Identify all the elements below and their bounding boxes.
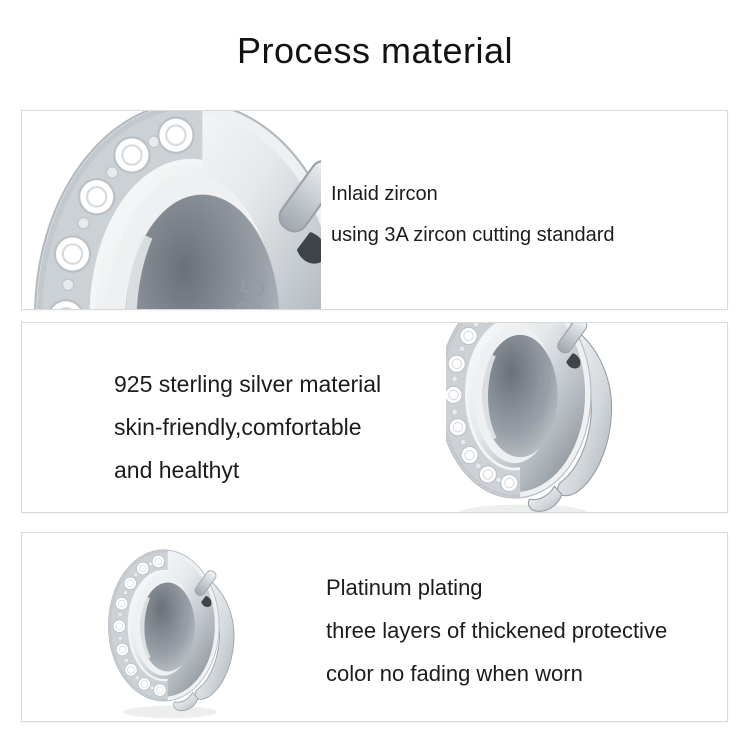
text-line: color no fading when worn (326, 661, 583, 686)
text-line: 925 sterling silver material (114, 371, 382, 397)
text-line: Platinum plating (326, 575, 483, 600)
jewelry-photo-zircon-closeup (22, 111, 321, 309)
text-line: using 3A zircon cutting standard (331, 224, 615, 246)
panel-text-inlaid-zircon (331, 174, 615, 256)
page-title: Process material (236, 30, 514, 71)
text-line: three layers of thickened protective (326, 618, 668, 643)
panel-sterling-silver (21, 322, 728, 513)
text-line: skin-friendly,comfortable (114, 414, 362, 440)
text-line: and healthyt (114, 457, 240, 483)
jewelry-photo-full-clasp (92, 535, 248, 719)
jewelry-photo-s925-clasp (446, 323, 650, 512)
panel-text-sterling-silver (114, 363, 381, 492)
panel-platinum-plating (21, 532, 728, 722)
text-line: Inlaid zircon (331, 183, 438, 205)
panel-text-platinum-plating (326, 566, 667, 695)
panel-inlaid-zircon (21, 110, 728, 310)
